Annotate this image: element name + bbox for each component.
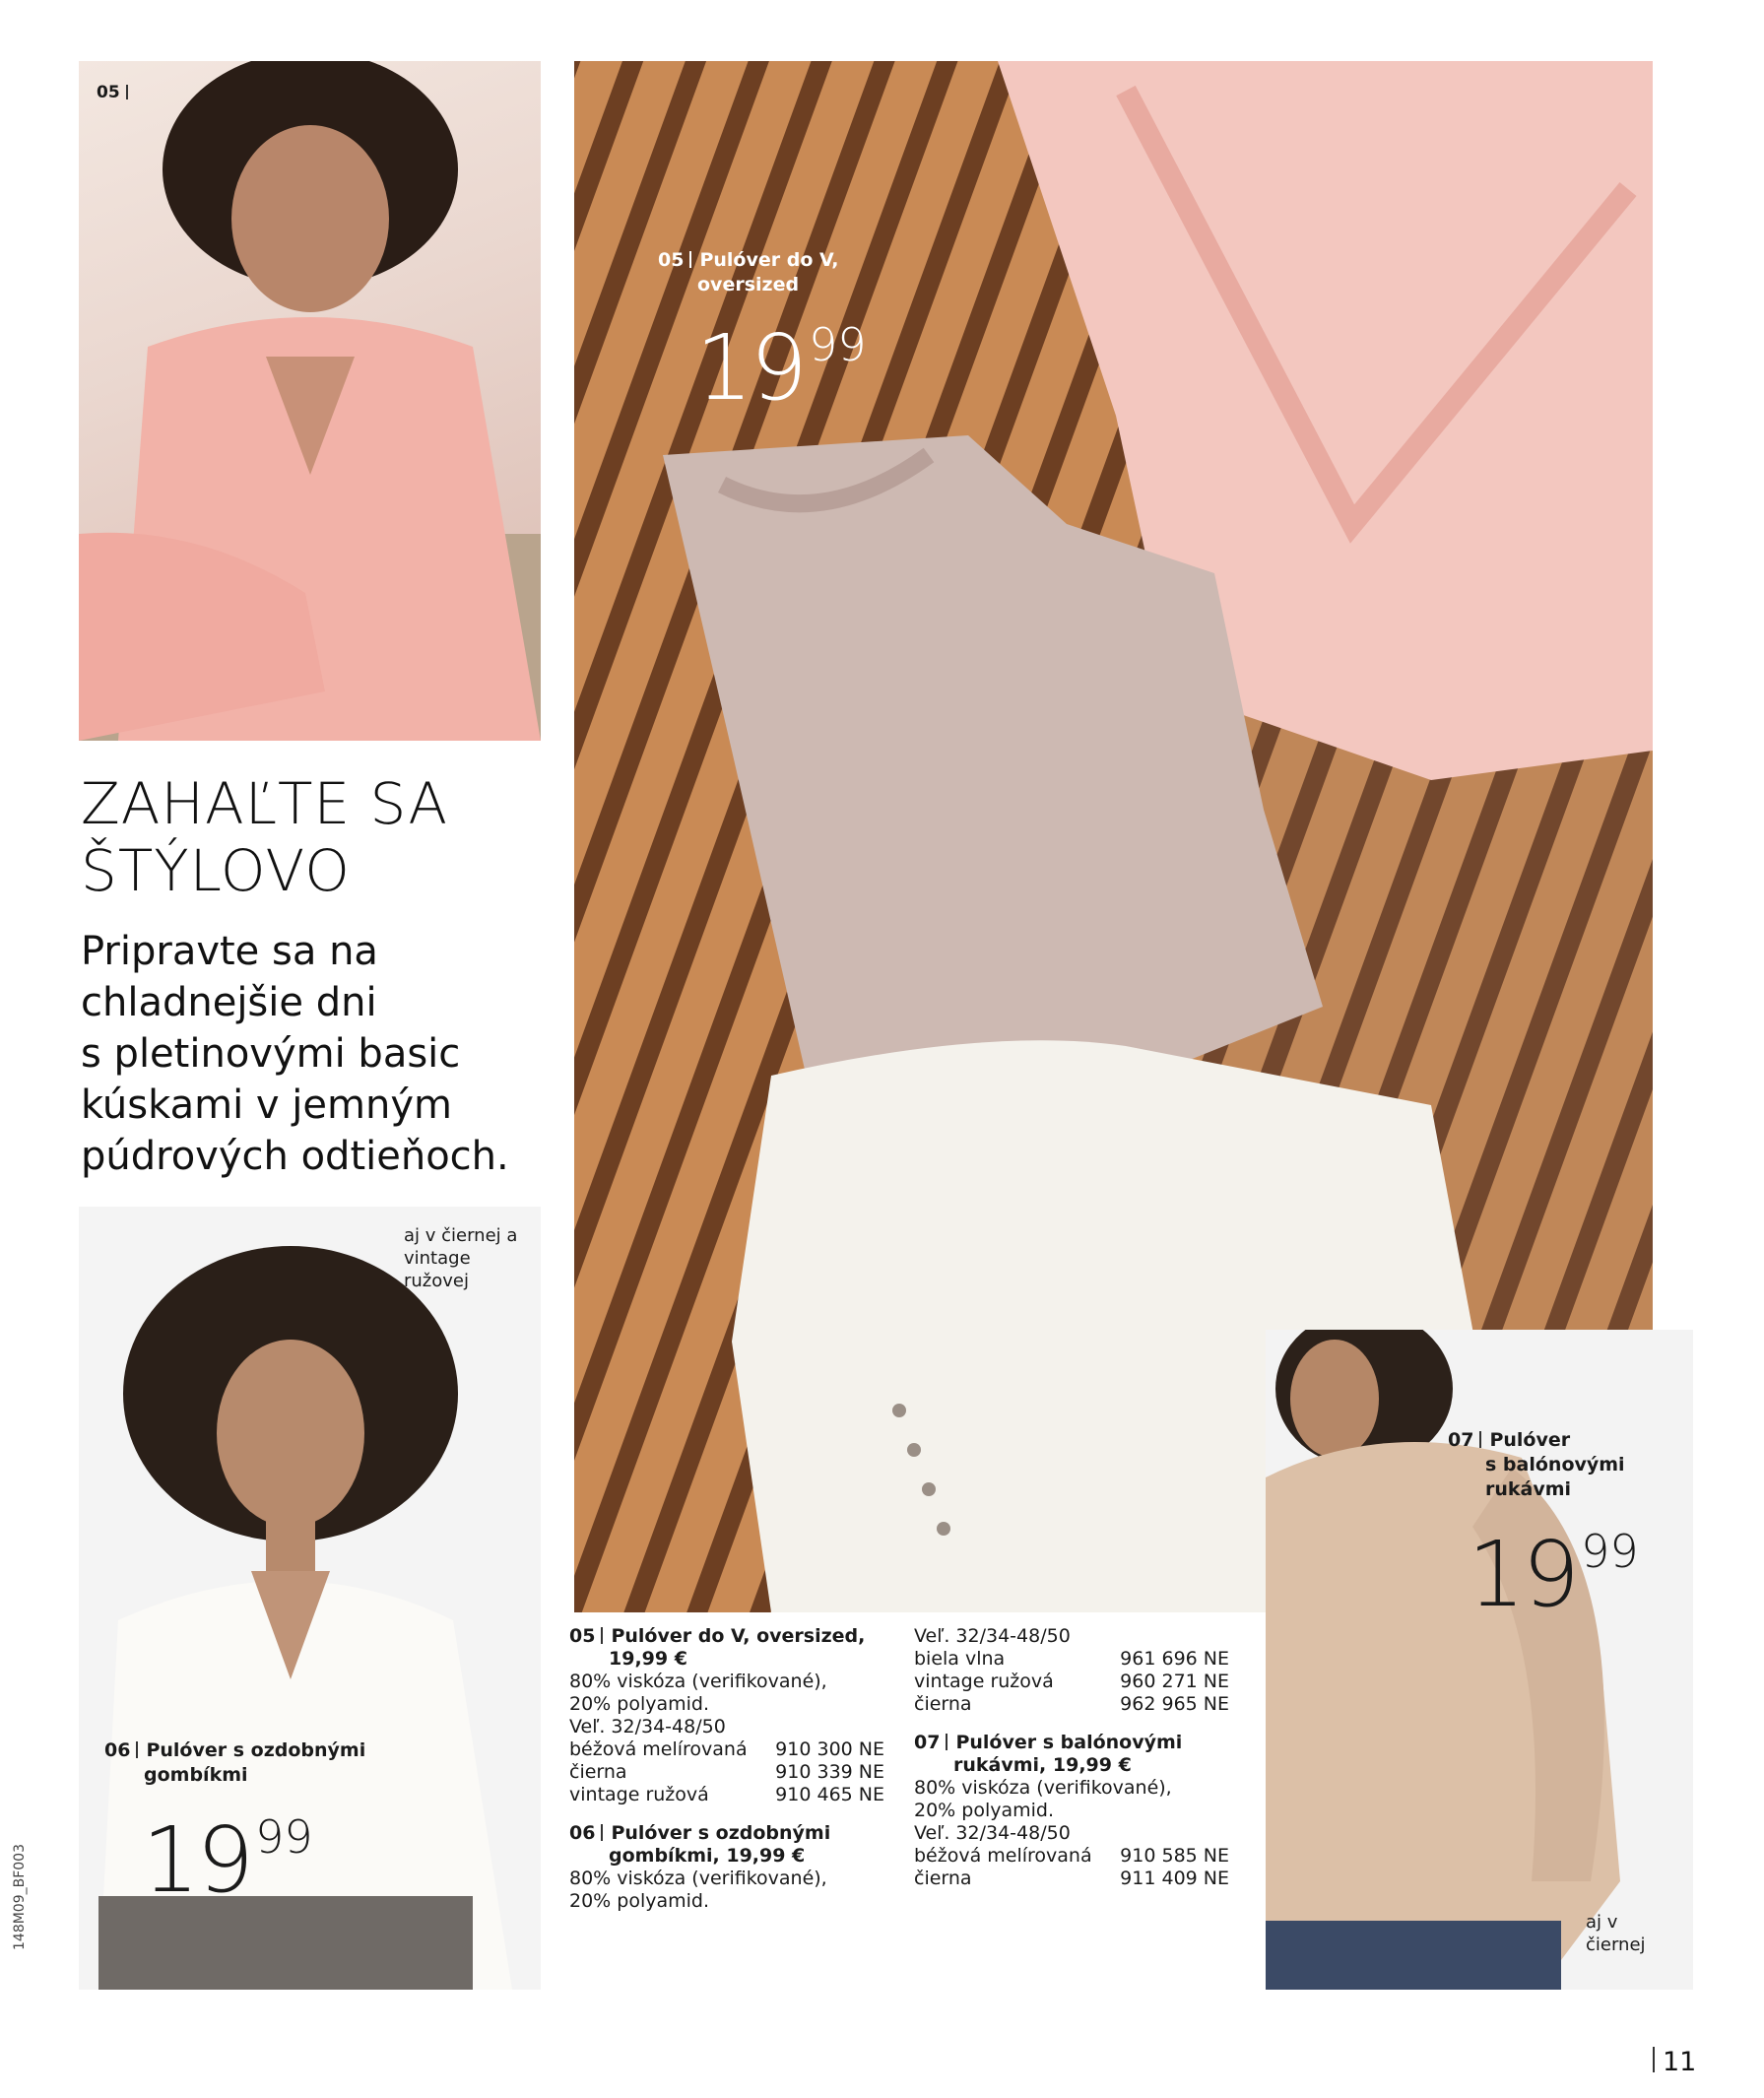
intro-line: chladnejšie dni bbox=[81, 980, 377, 1025]
page-code: 148M09_BF003 bbox=[12, 1844, 28, 1950]
price-05: $19^{99}$ bbox=[695, 315, 867, 422]
page-number: 11 bbox=[1647, 2047, 1696, 2077]
photo-woman-pink-sweater bbox=[79, 61, 541, 741]
intro-line: s pletinovými basic bbox=[81, 1031, 461, 1077]
details-item-06-part1: 06 Pulóver s ozdobnými gombíkmi, 19,99 € 80% viskóza (verifikované), 20% polyamid. bbox=[569, 1822, 831, 1912]
details-column-1 bbox=[569, 1625, 884, 1929]
intro-line: púdrových odtieňoch. bbox=[81, 1134, 509, 1179]
page-headline bbox=[81, 770, 544, 904]
details-item-07: 07 Pulóver s balónovými rukávmi, 19,99 € 80% viskóza (verifikované), 20% polyamid. Veľ. 32/34-48/50 béžová melírovaná 910 585 NE čierna 911 409 NE bbox=[914, 1732, 1229, 1889]
photo-number-label: 05 bbox=[97, 83, 136, 102]
color-note-06: aj v čiernej a vintage ružovej bbox=[404, 1225, 518, 1291]
photo-woman-white-sweater bbox=[79, 1207, 541, 1990]
price-06: $19^{99}$ bbox=[142, 1807, 313, 1914]
details-item-05: 05 Pulóver do V, oversized, 19,99 € 80% viskóza (verifikované), 20% polyamid. Veľ. 32/34-48/50 béžová melírovaná 910 300 NE čierna 910 339 NE vintage ružová 910 465 NE bbox=[569, 1625, 884, 1805]
intro-text bbox=[81, 926, 544, 1182]
price-07: $19^{99}$ bbox=[1468, 1522, 1639, 1628]
intro-line: kúskami v jemným bbox=[81, 1082, 452, 1128]
details-item-06-part2: Veľ. 32/34-48/50 biela vlna 961 696 NE vintage ružová 960 271 NE čierna 962 965 NE bbox=[914, 1625, 1229, 1715]
color-note-07: aj v čiernej bbox=[1586, 1912, 1646, 1955]
price-tag-05: 05 Pulóver do V, oversized $19^{99}$ bbox=[658, 249, 867, 422]
photo-woman-beige-sweater bbox=[1266, 1330, 1693, 1990]
details-column-2 bbox=[914, 1625, 1229, 1906]
headline-line-2: ŠTÝLOVO bbox=[81, 837, 351, 904]
price-tag-06: 06 Pulóver s ozdobnými gombíkmi $19^{99}$ bbox=[104, 1739, 366, 1914]
photo-illustration bbox=[79, 61, 541, 741]
price-tag-07: 07 Pulóver s balónovými rukávmi $19^{99}$ bbox=[1448, 1429, 1639, 1628]
intro-line: Pripravte sa na bbox=[81, 929, 378, 974]
headline-line-1: ZAHAĽTE SA bbox=[81, 770, 449, 837]
